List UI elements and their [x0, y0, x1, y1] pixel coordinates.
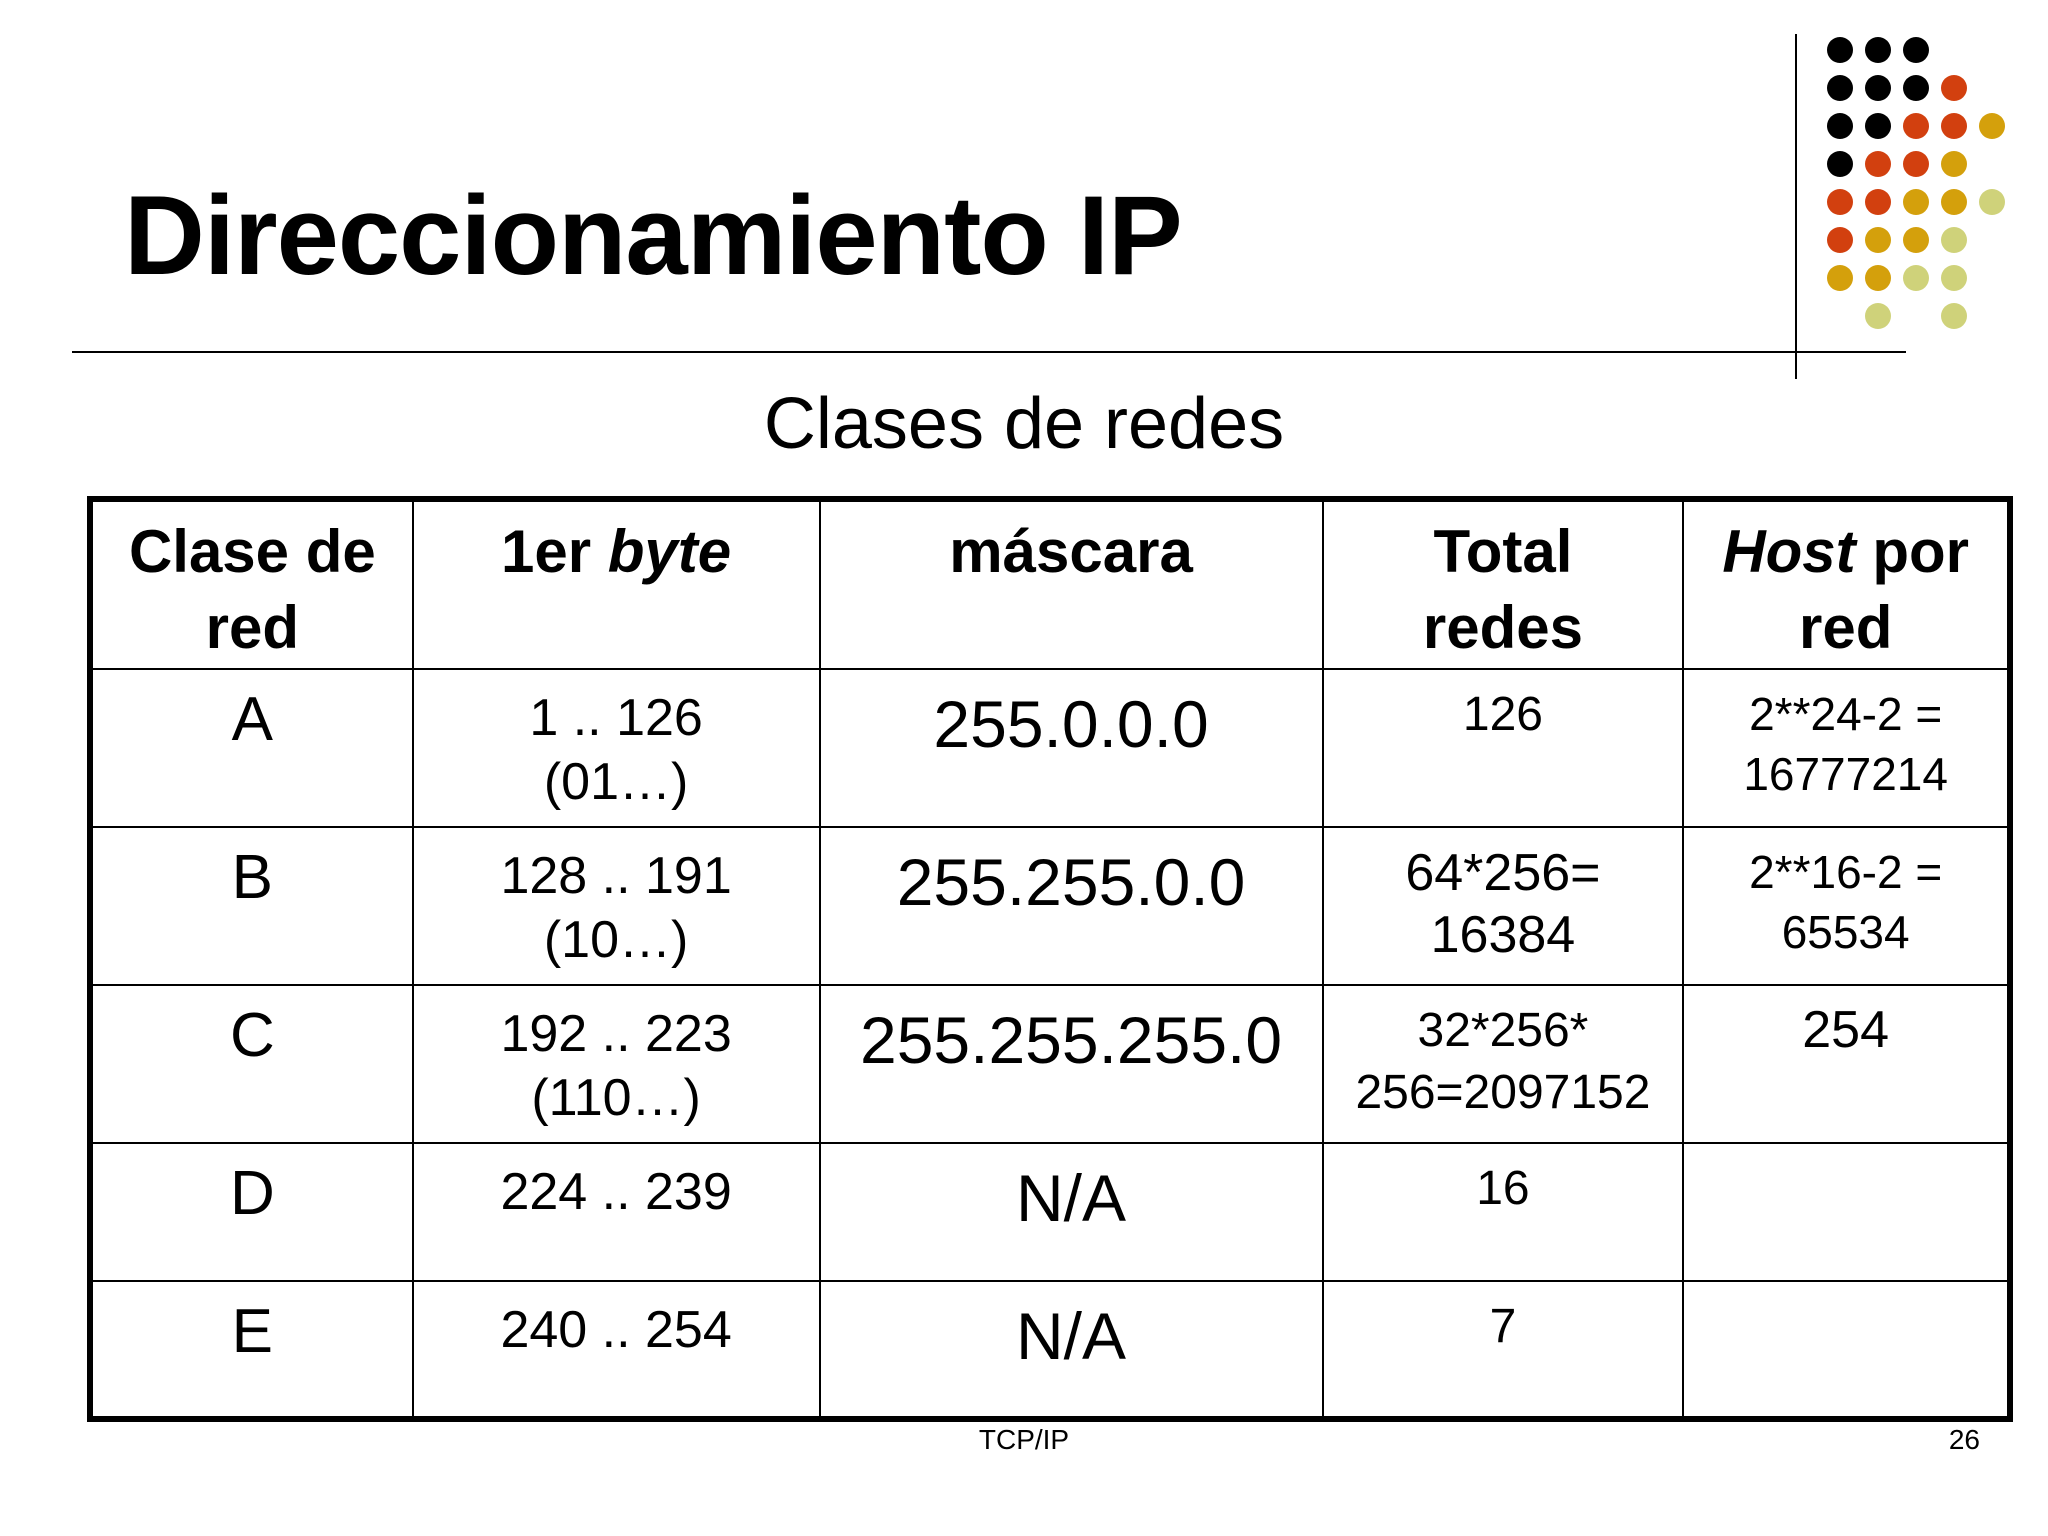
decorative-dot	[1827, 113, 1853, 139]
slide-footer: TCP/IP	[978, 1424, 1070, 1455]
decorative-dot	[1865, 303, 1891, 329]
decorative-dot	[1979, 189, 2005, 215]
cell-host-por-red	[1683, 1143, 2010, 1281]
cell-host-por-red: 254	[1683, 985, 2010, 1143]
cell-total-redes: 7	[1323, 1281, 1684, 1419]
cell-clase: A	[90, 669, 413, 827]
decorative-dot	[1827, 189, 1853, 215]
cell-total-redes: 16	[1323, 1143, 1684, 1281]
table-row	[90, 985, 2010, 1143]
title-underline	[72, 351, 1906, 353]
decorative-dot	[1903, 265, 1929, 291]
header-host-por-red: Host por red	[1683, 499, 2010, 669]
decorative-dot	[1865, 151, 1891, 177]
cell-host-por-red	[1683, 1281, 2010, 1419]
cell-mascara: 255.255.255.0	[820, 985, 1323, 1143]
decorative-dot	[1941, 227, 1967, 253]
decorative-dot	[1827, 265, 1853, 291]
decorative-dot	[1941, 189, 1967, 215]
cell-host-por-red: 2**24-2 = 16777214	[1683, 669, 2010, 827]
table-row	[90, 1143, 2010, 1281]
decorative-dot	[1865, 75, 1891, 101]
decorative-dot	[1865, 265, 1891, 291]
decorative-dot	[1827, 75, 1853, 101]
decorative-dot	[1903, 189, 1929, 215]
cell-mascara: N/A	[820, 1143, 1323, 1281]
decorative-dot	[1941, 75, 1967, 101]
cell-total-redes: 32*256* 256=2097152	[1323, 985, 1684, 1143]
decorative-dot	[1941, 265, 1967, 291]
decorative-dot	[1941, 151, 1967, 177]
cell-total-redes: 126	[1323, 669, 1684, 827]
decorative-dot	[1903, 75, 1929, 101]
table-row	[90, 1281, 2010, 1419]
cell-byte: 128 .. 191 (10…)	[413, 827, 820, 985]
cell-mascara: 255.0.0.0	[820, 669, 1323, 827]
header-primer-byte: 1er byte	[413, 499, 820, 669]
decorative-dot	[1979, 113, 2005, 139]
decorative-dot	[1865, 37, 1891, 63]
cell-byte: 1 .. 126 (01…)	[413, 669, 820, 827]
network-classes-table	[87, 496, 2013, 1422]
cell-mascara: 255.255.0.0	[820, 827, 1323, 985]
table-header-row	[90, 499, 2010, 669]
page-number: 26	[1948, 1424, 1980, 1455]
cell-clase: D	[90, 1143, 413, 1281]
decorative-dot	[1827, 37, 1853, 63]
cell-mascara: N/A	[820, 1281, 1323, 1419]
decorative-dot	[1941, 303, 1967, 329]
decorative-dot	[1903, 151, 1929, 177]
decorative-dot	[1903, 227, 1929, 253]
decorative-dot	[1903, 37, 1929, 63]
header-total-redes: Total redes	[1323, 499, 1684, 669]
cell-total-redes: 64*256= 16384	[1323, 827, 1684, 985]
cell-byte: 224 .. 239	[413, 1143, 820, 1281]
decorative-dot	[1827, 151, 1853, 177]
decorative-dot	[1903, 113, 1929, 139]
decorative-dot	[1827, 227, 1853, 253]
slide-title: Direccionamiento IP	[124, 173, 1182, 298]
decorative-dot	[1941, 113, 1967, 139]
cell-byte: 192 .. 223 (110…)	[413, 985, 820, 1143]
header-mascara: máscara	[820, 499, 1323, 669]
decorative-dot	[1865, 189, 1891, 215]
slide-subtitle: Clases de redes	[763, 384, 1285, 464]
decorative-dot-grid	[1820, 30, 2020, 330]
table-row	[90, 669, 2010, 827]
cell-clase: C	[90, 985, 413, 1143]
cell-host-por-red: 2**16-2 = 65534	[1683, 827, 2010, 985]
cell-clase: B	[90, 827, 413, 985]
table-row	[90, 827, 2010, 985]
vertical-divider	[1795, 34, 1797, 379]
cell-byte: 240 .. 254	[413, 1281, 820, 1419]
decorative-dot	[1865, 227, 1891, 253]
decorative-dot	[1865, 113, 1891, 139]
cell-clase: E	[90, 1281, 413, 1419]
header-clase-de-red: Clase de red	[90, 499, 413, 669]
